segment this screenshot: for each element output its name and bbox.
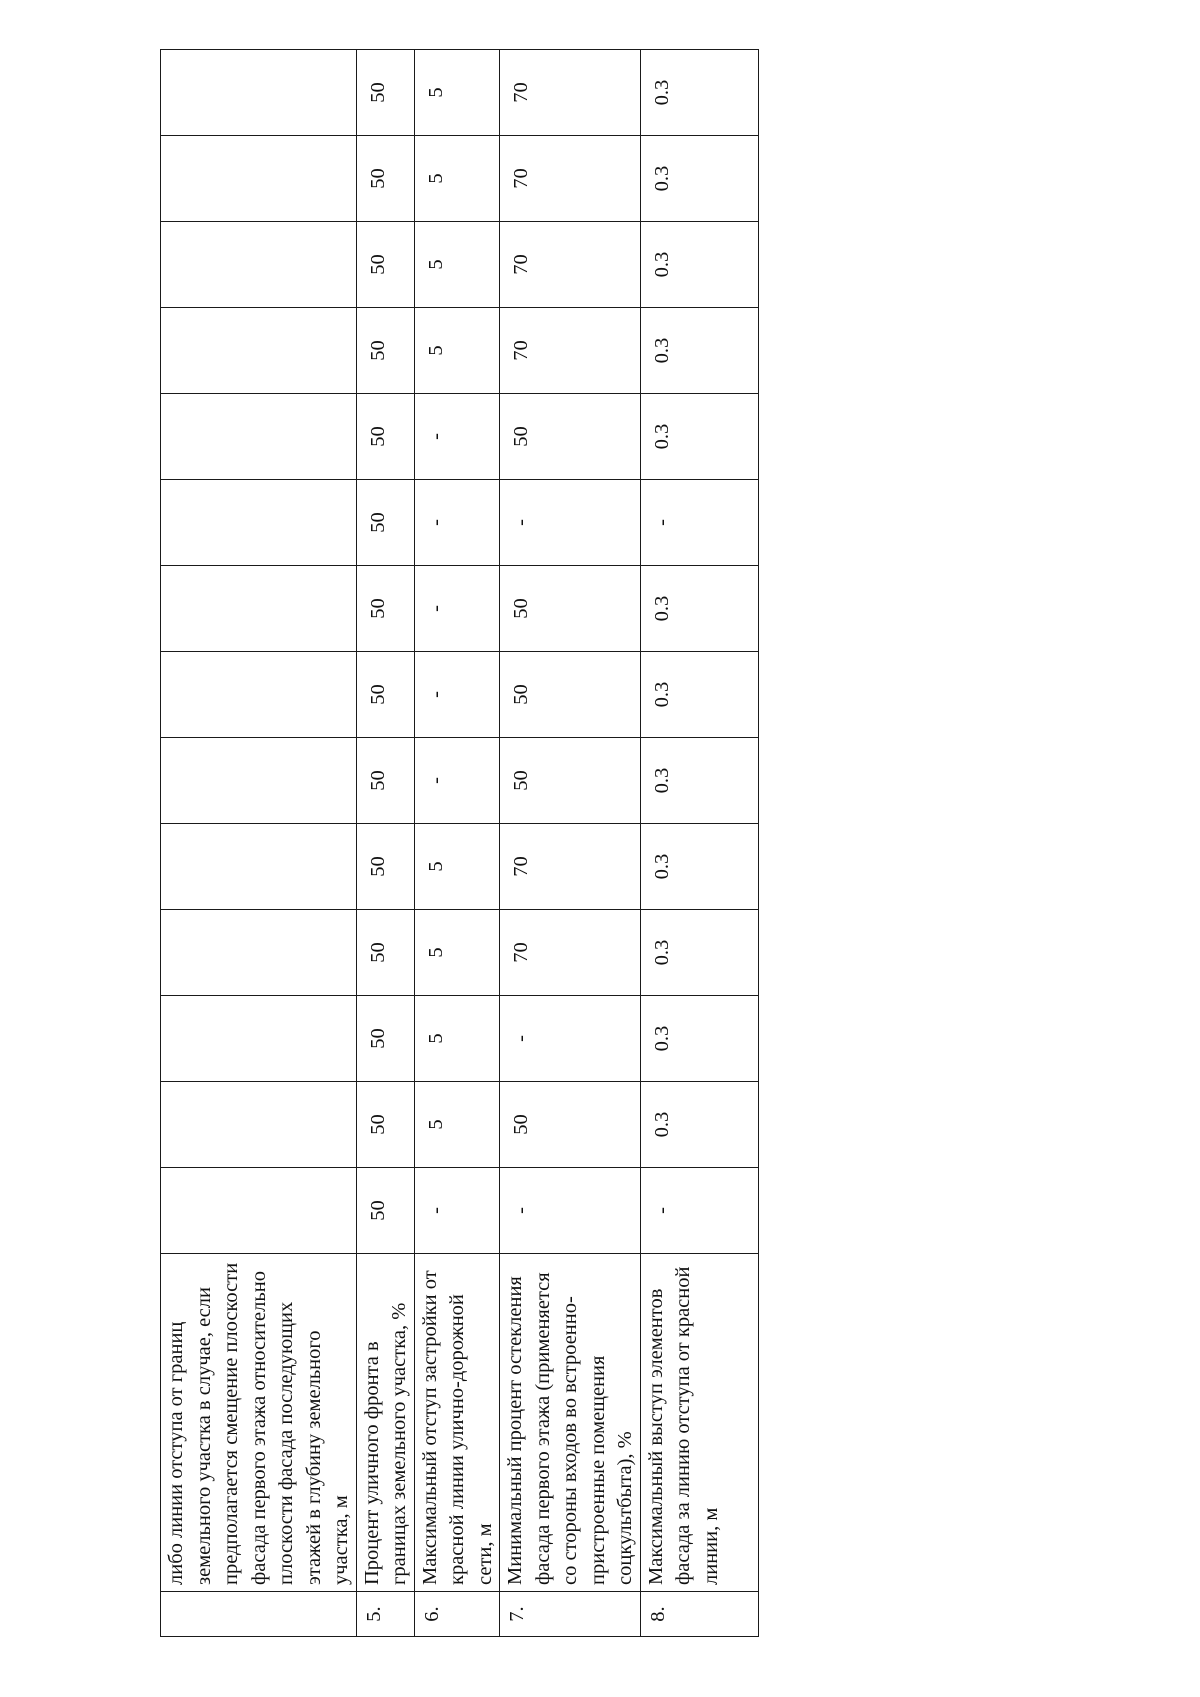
value-cell: 50 — [356, 996, 414, 1082]
table-row — [356, 50, 414, 1637]
value-cell — [161, 910, 357, 996]
value-cell: - — [414, 566, 500, 652]
value-cell: 0.3 — [640, 50, 758, 136]
value-cell: 50 — [356, 480, 414, 566]
value-cell: 0.3 — [640, 566, 758, 652]
value-cell — [161, 50, 357, 136]
value-cell: 50 — [356, 824, 414, 910]
value-cell — [161, 1168, 357, 1254]
value-cell — [161, 394, 357, 480]
value-cell: 50 — [356, 394, 414, 480]
value-cell: - — [414, 480, 500, 566]
value-cell: 50 — [500, 652, 641, 738]
value-cell: 70 — [500, 222, 641, 308]
table-row — [640, 50, 758, 1637]
value-cell: - — [414, 1168, 500, 1254]
value-cell: 50 — [356, 652, 414, 738]
value-cell: 0.3 — [640, 308, 758, 394]
value-cell — [161, 480, 357, 566]
parameter-description: Максимальный отступ застройки от красной линии улично-дорожной сети, м — [414, 1254, 500, 1592]
value-cell — [161, 566, 357, 652]
value-cell: 5 — [414, 222, 500, 308]
table-row — [500, 50, 641, 1637]
value-cell: 0.3 — [640, 738, 758, 824]
value-cell — [161, 136, 357, 222]
value-cell: 70 — [500, 50, 641, 136]
value-cell: - — [500, 1168, 641, 1254]
parameter-description: либо линии отступа от границ земельного участка в случае, если предполагается смещение плоскости фасада первого этажа относительно плоскости фасада последующих этажей в глубину земельного участка, м — [161, 1254, 357, 1592]
value-cell: 0.3 — [640, 652, 758, 738]
value-cell: 50 — [500, 394, 641, 480]
value-cell: 5 — [414, 136, 500, 222]
value-cell: - — [414, 652, 500, 738]
value-cell: 0.3 — [640, 824, 758, 910]
value-cell: 50 — [356, 50, 414, 136]
value-cell — [161, 1082, 357, 1168]
value-cell: 5 — [414, 824, 500, 910]
value-cell: 70 — [500, 824, 641, 910]
value-cell: 50 — [500, 738, 641, 824]
value-cell — [161, 996, 357, 1082]
value-cell — [161, 824, 357, 910]
value-cell: 0.3 — [640, 910, 758, 996]
table-row — [161, 50, 357, 1637]
value-cell: 5 — [414, 308, 500, 394]
value-cell: 50 — [356, 910, 414, 996]
parameter-description: Процент уличного фронта в границах земельного участка, % — [356, 1254, 414, 1592]
value-cell: 50 — [356, 566, 414, 652]
value-cell: - — [414, 738, 500, 824]
row-number: 7. — [500, 1592, 641, 1637]
rotated-page — [160, 62, 725, 1637]
value-cell — [161, 222, 357, 308]
value-cell: 50 — [356, 1082, 414, 1168]
value-cell: 50 — [356, 136, 414, 222]
table-row — [414, 50, 500, 1637]
value-cell: - — [414, 394, 500, 480]
value-cell: 70 — [500, 136, 641, 222]
parameter-description: Минимальный процент остекления фасада первого этажа (применяется со стороны входов во встроенно-пристроенные помещения соцкультбыта), % — [500, 1254, 641, 1592]
value-cell: 50 — [500, 566, 641, 652]
value-cell: 0.3 — [640, 136, 758, 222]
urban-planning-parameters-table — [160, 49, 759, 1637]
row-number: 6. — [414, 1592, 500, 1637]
value-cell: 5 — [414, 996, 500, 1082]
value-cell: 0.3 — [640, 222, 758, 308]
value-cell: - — [500, 996, 641, 1082]
value-cell: 50 — [356, 1168, 414, 1254]
parameter-description: Максимальный выступ элементов фасада за линию отступа от красной линии, м — [640, 1254, 758, 1592]
value-cell: 5 — [414, 1082, 500, 1168]
value-cell: - — [500, 480, 641, 566]
value-cell — [161, 652, 357, 738]
value-cell: 70 — [500, 308, 641, 394]
value-cell: 0.3 — [640, 394, 758, 480]
value-cell — [161, 308, 357, 394]
value-cell: - — [640, 1168, 758, 1254]
value-cell: 5 — [414, 50, 500, 136]
row-number — [161, 1592, 357, 1637]
value-cell: 0.3 — [640, 1082, 758, 1168]
value-cell — [161, 738, 357, 824]
value-cell: 50 — [500, 1082, 641, 1168]
value-cell: 50 — [356, 738, 414, 824]
value-cell: 50 — [356, 308, 414, 394]
value-cell: 0.3 — [640, 996, 758, 1082]
row-number: 5. — [356, 1592, 414, 1637]
value-cell: 50 — [356, 222, 414, 308]
row-number: 8. — [640, 1592, 758, 1637]
value-cell: - — [640, 480, 758, 566]
value-cell: 70 — [500, 910, 641, 996]
value-cell: 5 — [414, 910, 500, 996]
